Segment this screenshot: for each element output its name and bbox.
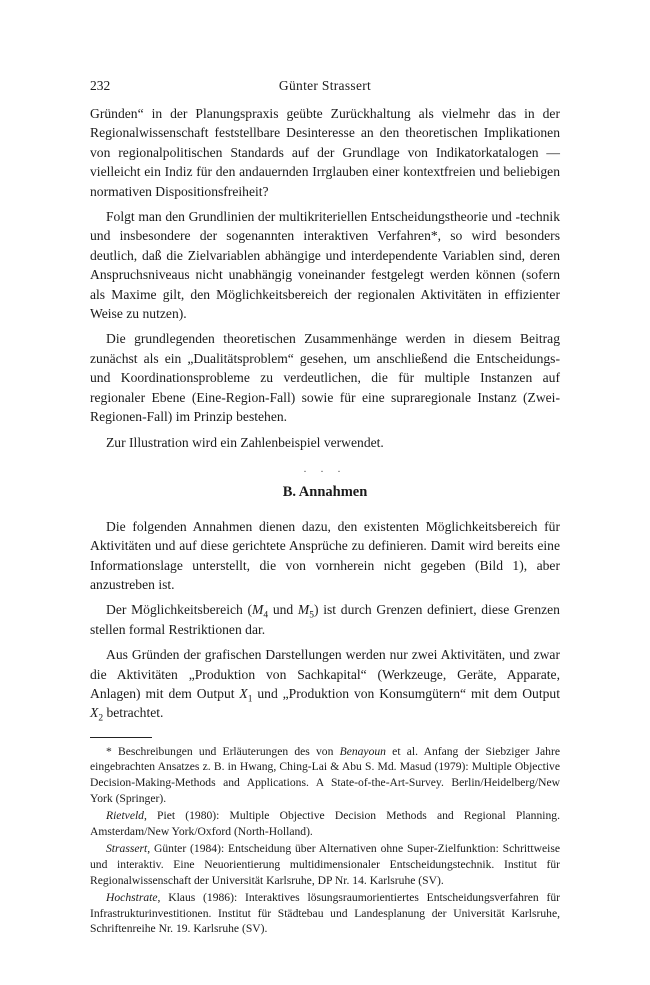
page-number: 232 xyxy=(90,78,111,93)
paragraph-feasible-region: Der Möglichkeitsbereich ($M_4$ und $M_5$) ist durch Grenzen definiert, diese Grenzen stellen formal Restriktionen dar. xyxy=(90,602,560,637)
footnote-hochstrate: Hochstrate, Klaus (1986): Interaktives lösungsraumorientiertes Entscheidungsverfahren für Infrastrukturinvestitionen. Institut für Städtebau und Landesplanung der Universität Karlsruhe, Schriftenreihe Nr. 19. Karlsruhe (SV). xyxy=(90,891,560,936)
section-separator: . . . xyxy=(303,463,347,475)
paragraph-continuation: Gründen“ in der Planungspraxis geübte Zurückhaltung als vielmehr das in der Regionalwissenschaft feststellbare Desinteresse an den theoretischen Implikationen von regionalpolitischen Standards auf der Grundlage von Indikatorkatalogen — vielleicht ein Indiz für den andauernden Irrglauben einer kontextfreien und beliebigen normativen Dispositionsfreiheit? xyxy=(90,106,560,199)
footnote-rule xyxy=(90,737,152,738)
running-author: Günter Strassert xyxy=(278,78,372,93)
paragraph-interactive-methods: Folgt man den Grundlinien der multikriteriellen Entscheidungstheorie und -technik und insbesondere der sogenannten interaktiven Verfahren*, so wird besonders deutlich, daß die Zielvariablen abhängige und interdependente Variablen sind, deren Anspruchsniveaus nicht unabhängig voneinander festgelegt werden können (sofern als Maxime gilt, den Möglichkeitsbereich der regionalen Aktivitäten in effizienter Weise zu nutzen). xyxy=(90,209,560,322)
paragraph-duality-problem: Die grundlegenden theoretischen Zusammenhänge werden in diesem Beitrag zunächst als ein „Dualitätsproblem“ gesehen, um anschließend die Entscheidungs- und Koordinationsprobleme zu verdeutlichen, die für multiple Instanzen auf regionaler Ebene (Eine-Region-Fall) sowie für eine supraregionale Instanz (Zwei-Regionen-Fall) im Prinzip bestehen. xyxy=(90,331,560,425)
paragraph-illustration: Zur Illustration wird ein Zahlenbeispiel verwendet. xyxy=(106,434,384,450)
section-heading: B. Annahmen xyxy=(282,484,368,501)
footnote-strassert: Strassert, Günter (1984): Entscheidung über Alternativen ohne Super-Zielfunktion: Schrittweise und interaktiv. Eine Neuorientierung multidimensionaler Entscheidungstechnik. Institut für Regionalwissenschaft der Universität Karlsruhe, DP Nr. 14. Karlsruhe (SV). xyxy=(90,842,560,887)
paragraph-assumptions: Die folgenden Annahmen dienen dazu, den existenten Möglichkeitsbereich für Aktivitäten und auf diese gerichtete Ansprüche zu definieren. Damit wird bereits eine Informationslage unterstellt, die von vornherein nicht gegeben (Bild 1), aber anzustreben ist. xyxy=(90,518,560,592)
footnotes xyxy=(90,744,560,937)
footnote-benayoun: * Beschreibungen und Erläuterungen des von Benayoun et al. Anfang der Siebziger Jahre eingebrachten Ansatzes z. B. in Hwang, Ching-Lai & Abu S. Md. Masud (1979): Multiple Objective Decision-Making-Methods and Applications. A State-of-the-Art-Survey. Berlin/Heidelberg/New York (Springer). xyxy=(90,744,560,805)
paragraph-activities: Aus Gründen der grafischen Darstellungen werden nur zwei Aktivitäten, und zwar die Aktivitäten „Produktion von Sachkapital“ (Werkzeuge, Geräte, Apparate, Anlagen) mit dem Output $X_1$ und „Produktion von Konsumgütern“ mit dem Output $X_2$ betrachtet. xyxy=(90,647,561,725)
footnote-rietveld: Rietveld, Piet (1980): Multiple Objective Decision Methods and Regional Planning. Amsterdam/New York/Oxford (North-Holland). xyxy=(90,809,560,838)
running-head xyxy=(90,78,560,98)
page-body xyxy=(90,104,560,939)
